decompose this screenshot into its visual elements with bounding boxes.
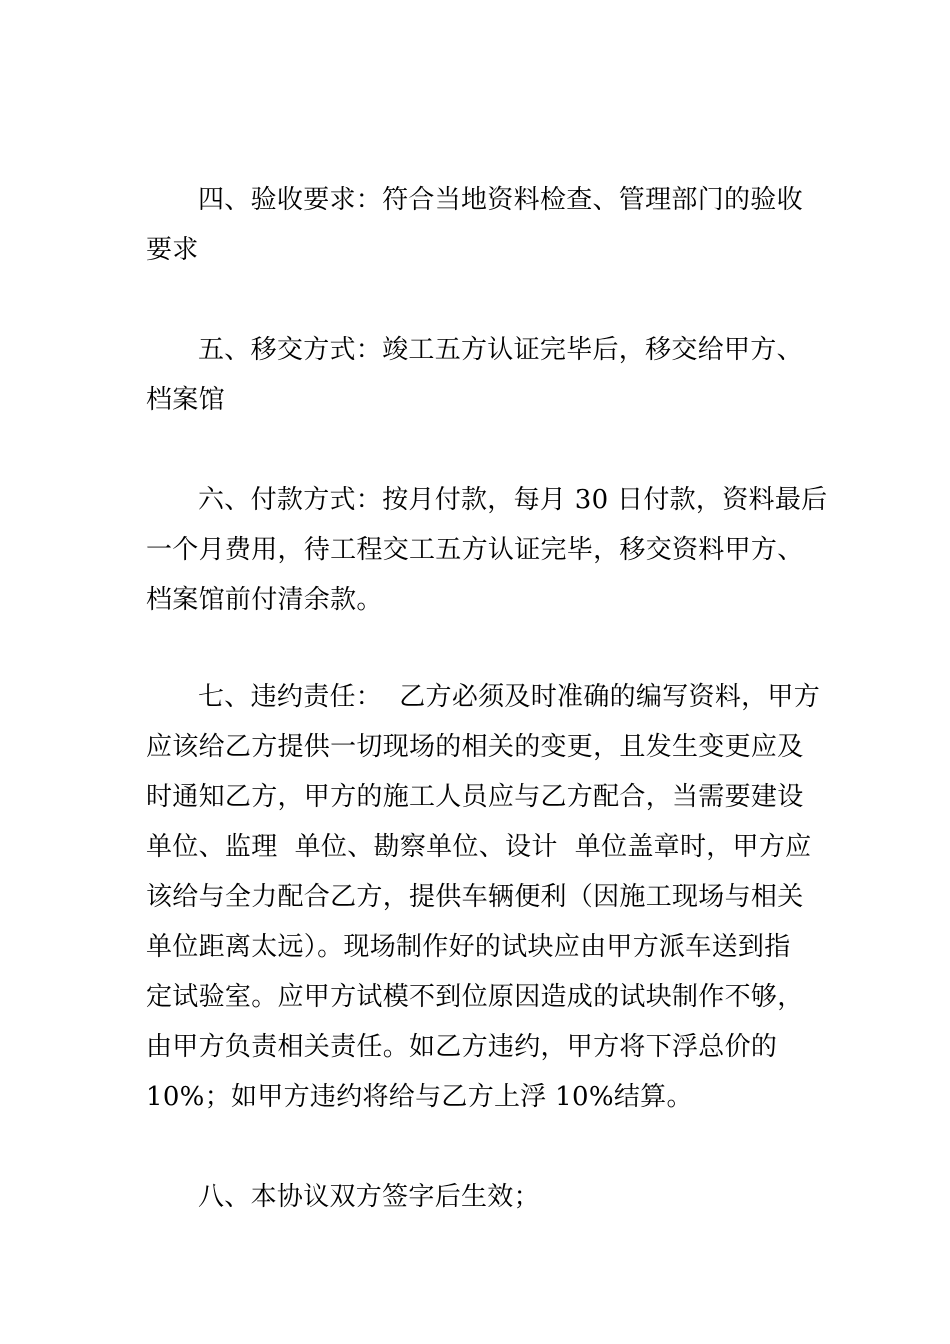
clause-8-effectiveness xyxy=(146,1172,810,1222)
clause-7-line-5: 该给与全力配合乙方，提供车辆便利（因施工现场与相关 xyxy=(146,882,804,912)
clause-8-line-1: 八、本协议双方签字后生效； xyxy=(198,1182,540,1212)
clause-4-line-2: 要求 xyxy=(146,235,199,265)
clause-7-line-6: 单位距离太远）。现场制作好的试块应由甲方派车送到指 xyxy=(146,932,791,962)
clause-6-line-3: 档案馆前付清余款。 xyxy=(146,585,383,615)
clause-6-line-2: 一个月费用，待工程交工五方认证完毕，移交资料甲方、 xyxy=(146,535,804,565)
clause-7-line-3: 时通知乙方，甲方的施工人员应与乙方配合，当需要建设 xyxy=(146,782,804,812)
clause-7-line-8: 由甲方负责相关责任。如乙方违约，甲方将下浮总价的 xyxy=(146,1032,778,1062)
clause-6-payment-method xyxy=(146,475,828,625)
clause-7-breach-liability xyxy=(146,672,821,1122)
clause-7-line-4: 单位、监理 单位、勘察单位、设计 单位盖章时，甲方应 xyxy=(146,832,812,862)
clause-5-line-2: 档案馆 xyxy=(146,385,225,415)
clause-7-line-9: 10%；如甲方违约将给与乙方上浮 10%结算。 xyxy=(146,1082,693,1112)
clause-5-handover-method xyxy=(146,325,810,425)
clause-7-line-1: 七、违约责任： 乙方必须及时准确的编写资料，甲方 xyxy=(198,682,821,712)
clause-4-line-1: 四、验收要求：符合当地资料检查、管理部门的验收 xyxy=(198,185,803,215)
clause-4-acceptance-requirements xyxy=(146,175,810,275)
clause-7-line-2: 应该给乙方提供一切现场的相关的变更，且发生变更应及 xyxy=(146,732,804,762)
clause-7-line-7: 定试验室。应甲方试模不到位原因造成的试块制作不够， xyxy=(146,982,804,1012)
clause-6-line-1: 六、付款方式：按月付款，每月 30 日付款，资料最后 xyxy=(198,485,828,515)
clause-5-line-1: 五、移交方式：竣工五方认证完毕后，移交给甲方、 xyxy=(198,335,803,365)
